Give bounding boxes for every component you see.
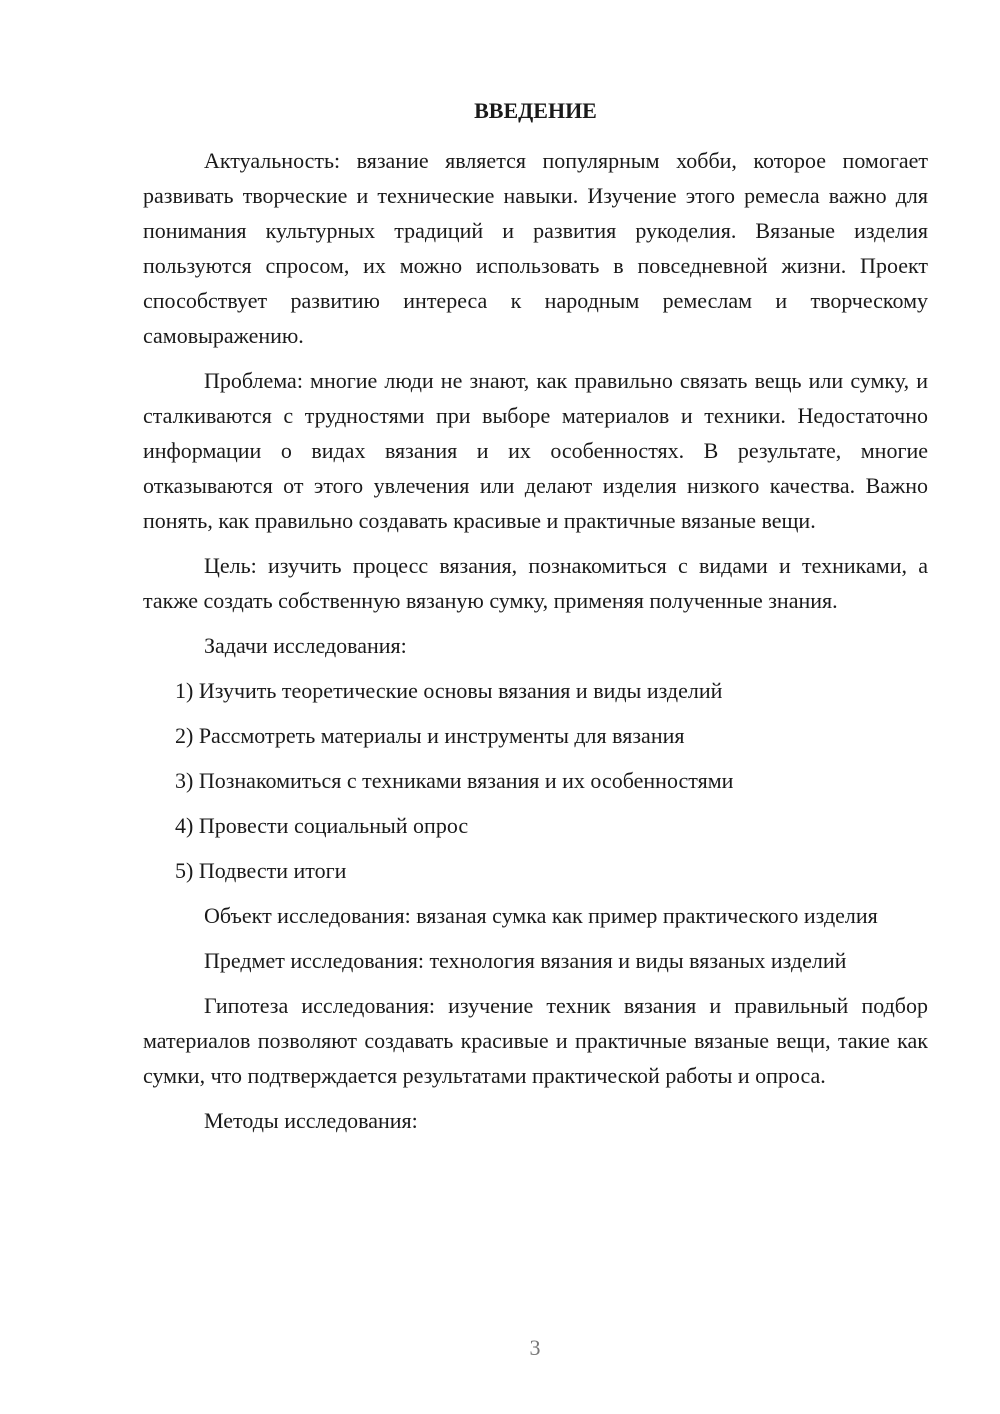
paragraph-subject: Предмет исследования: технология вязания и виды вязаных изделий: [204, 948, 847, 973]
methods-heading: Методы исследования:: [204, 1108, 418, 1133]
task-item-2: 2) Рассмотреть материалы и инструменты для вязания: [175, 723, 685, 748]
document-body: [143, 143, 928, 1138]
task-item-1: 1) Изучить теоретические основы вязания и виды изделий: [175, 678, 723, 703]
page-number: 3: [529, 1335, 541, 1360]
paragraph-problem: Проблема: многие люди не знают, как правильно связать вещь или сумку, и сталкиваются с трудностями при выборе материалов и техники. Недостаточно информации о видах вязания и их особенностях. В результате, многие отказываются от этого увлечения или делают изделия низкого качества. Важно понять, как правильно создавать красивые и практичные вязаные вещи.: [143, 368, 928, 533]
paragraph-hypothesis: Гипотеза исследования: изучение техник вязания и правильный подбор материалов позволяют создавать красивые и практичные вязаные вещи, такие как сумки, что подтверждается результатами практической работы и опроса.: [143, 993, 928, 1088]
task-item-3: 3) Познакомиться с техниками вязания и их особенностями: [175, 768, 734, 793]
tasks-heading: Задачи исследования:: [204, 633, 407, 658]
paragraph-object: Объект исследования: вязаная сумка как пример практического изделия: [204, 903, 878, 928]
paragraph-relevance: Актуальность: вязание является популярным хобби, которое помогает развивать творческие и технические навыки. Изучение этого ремесла важно для понимания культурных традиций и развития рукоделия. Вязаные изделия пользуются спросом, их можно использовать в повседневной жизни. Проект способствует развитию интереса к народным ремеслам и творческому самовыражению.: [143, 148, 928, 348]
task-item-4: 4) Провести социальный опрос: [175, 813, 469, 838]
task-item-5: 5) Подвести итоги: [175, 858, 347, 883]
paragraph-goal: Цель: изучить процесс вязания, познакомиться с видами и техниками, а также создать собственную вязаную сумку, применяя полученные знания.: [143, 553, 928, 613]
section-title: ВВЕДЕНИЕ: [474, 98, 597, 123]
